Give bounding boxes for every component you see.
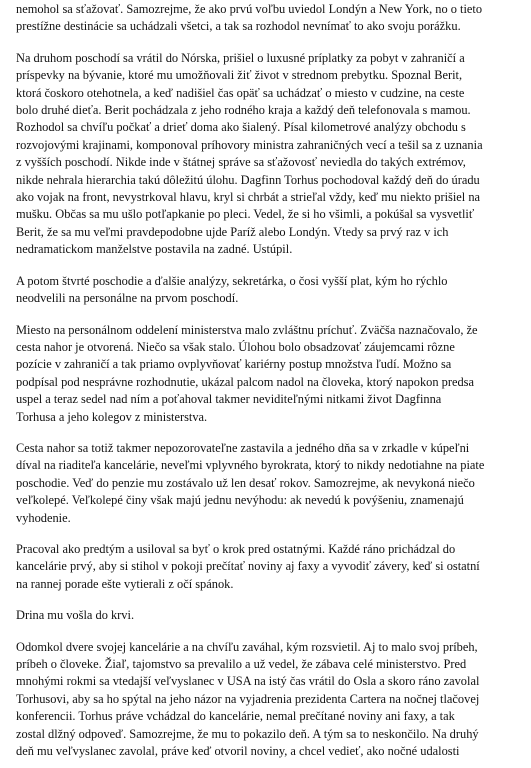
text-line: zostal dlžný odpoveď. Samozrejme, že mu to pokazilo deň. A tým sa to neskončilo. Na druhý [16,726,479,741]
paragraph [16,607,505,624]
text-line: podpísal pod nesprávne rozhodnutie, ukázal palcom nadol na človeka, ktorý napokon predsa [16,374,474,389]
paragraph [16,639,505,761]
text-line: mnohými rokmi sa vtedajší veľvyslanec v USA na istý čas vrátil do Osla a skoro ráno zavolal [16,674,480,689]
text-line: poschodie. Veď do penzie mu zostávalo už len desať rokov. Samozrejme, ak nevykoná niečo [16,475,475,490]
text-line: prestížne destinácie sa uchádzali všetci, a tak sa rozhodol nevnímať to ako svoju porážku. [16,19,461,34]
text-line: Odomkol dvere svojej kancelárie a na chvíľu zaváhal, kým rozsvietil. Aj to malo svoj príbeh, [16,639,478,654]
text-line: na rannej porade ešte vytierali z očí spánok. [16,576,234,591]
text-line: mušku. Občas sa mu ušlo potľapkanie po pleci. Vedel, že si ho všimli, a pokúšal sa vysvetliť [16,207,475,222]
text-line: z vyšších poschodí. Nikde inde v štátnej správe sa sťažovosť neviedla do takých extrémov, [16,155,466,170]
text-line: nikde nehrala hierarchia takú dôležitú úlohu. Dagfinn Torhus pochodoval každý deň do úradu [16,172,480,187]
paragraph [16,440,505,527]
text-line: príspevky na bývanie, ktoré mu umožňovali žiť život v strednom prebytku. Spoznal Berit, [16,68,463,83]
text-line: ktorá čoskoro otehotnela, a keď nadišiel čas opäť sa uchádzať o miesto v cudzine, na ceste [16,85,465,100]
text-line: pozície v zahraničí a tak priamo ovplyvňovať kariérny postup množstva ľudí. Možno sa [16,357,452,372]
text-line: Na druhom poschodí sa vrátil do Nórska, prišiel o luxusné príplatky za pobyt v zahraničí a [16,50,465,65]
text-line: nemohol sa sťažovať. Samozrejme, že ako prvú voľbu uviedol Londýn a New York, no o tieto [16,2,483,16]
text-line: uspel a teraz sedel nad ním a poťahoval takmer neviditeľnými nitkami život Dagfinna [16,392,442,407]
text-line: rozvojovými krajinami, komponoval príhovory ministra zahraničných vecí a tešil sa z uznania [16,137,483,152]
text-line: Cesta nahor sa totiž takmer nepozorovateľne zastavila a jedného dňa sa v zrkadle v kúpeľni [16,440,470,455]
text-line: díval na riaditeľa kancelárie, neveľmi vplyvného byrokrata, ktorý to nikdy nedotiahne na piate [16,458,485,473]
text-line: konferencii. Torhus práve vchádzal do kancelárie, nemal prečítané noviny ani faxy, a tak [16,709,455,724]
text-line: neodvelili na personálne na prvom poschodí. [16,291,239,306]
text-line: kancelárie prvý, aby si stihol v pokoji prečítať noviny aj faxy a vyvodiť závery, keď si ostatní [16,559,480,574]
text-line: príbeh o človeke. Žiaľ, tajomstvo sa prevalilo a už vedel, že zábava celé ministerstvo. Pred [16,657,467,671]
text-line: A potom štvrté poschodie a ďalšie analýzy, sekretárka, o čosi vyšší plat, kým ho rýchlo [16,273,448,288]
text-line: veľkolepé. Veľkolepé činy však majú jednu nevýhodu: ak nevedú k povýšeniu, znamenajú [16,493,464,508]
text-line: Miesto na personálnom oddelení ministerstva malo zvláštnu príchuť. Zväčša naznačovalo, že [16,322,478,337]
text-line: Drina mu vošla do krvi. [16,608,135,623]
paragraph [16,1,505,36]
text-line: Torhusovi, aby sa ho spýtal na jeho názor na vyjadrenia prezidenta Cartera na nočnej tlačovej [16,691,480,706]
text-line: deň mu veľvyslanec zavolal, práve keď otvoril noviny, a chcel vedieť, ako nočné udalosti [16,744,460,759]
text-line: Pracoval ako predtým a usiloval sa byť o krok pred ostatnými. Každé ráno prichádzal do [16,541,456,556]
text-line: ako vojak na front, nevystrkoval hlavu, kryl si chrbát a strieľal vždy, keď mu niekto prišiel na [16,190,481,205]
paragraph [16,50,505,259]
text-line: nedramatickom manželstve postavila na zadné. Ustúpil. [16,242,293,257]
text-line: cesta nahor je otvorená. Niečo sa však stalo. Úlohou bolo obsadzovať záujemcami rôzne [16,339,455,354]
text-line: Berit, že sa mu veľmi pravdepodobne ujde Paríž alebo Londýn. Vtedy sa prvý raz v ich [16,224,449,239]
text-line: Rozhodol sa chvíľu počkať a drieť doma ako šialený. Písal kilometrové analýzy obchodu s [16,120,466,135]
paragraph [16,273,505,308]
text-line: bolo druhé dieťa. Berit pochádzala z jeho rodného kraja a každý deň telefonovala s mamou. [16,103,471,118]
text-line: vyhodenie. [16,510,71,525]
paragraph [16,541,505,593]
paragraph [16,322,505,426]
text-line: Torhusa a jeho kolegov z ministerstva. [16,409,208,424]
